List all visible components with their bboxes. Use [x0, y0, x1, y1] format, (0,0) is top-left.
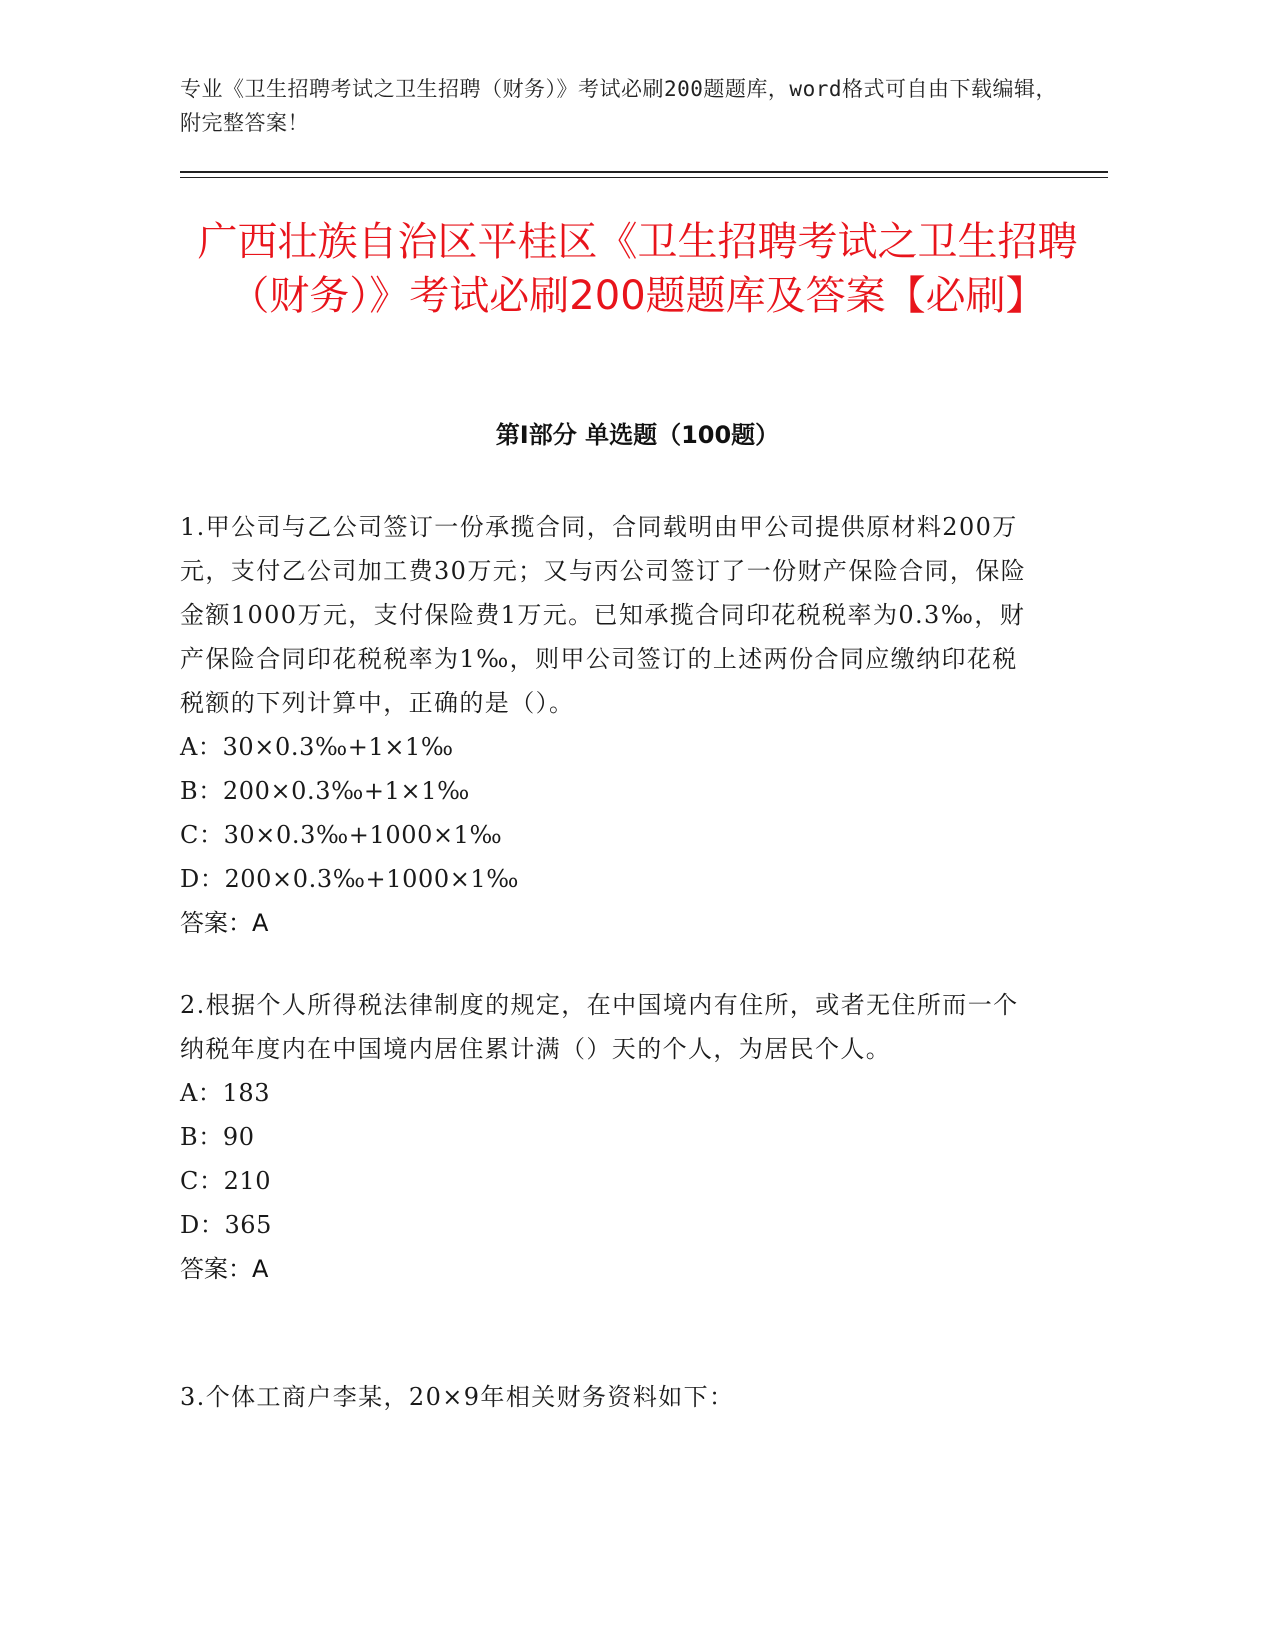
- option-a: A：30×0.3‰+1×1‰: [180, 733, 454, 761]
- question-2: [180, 983, 1040, 1291]
- option-c: C：210: [180, 1167, 272, 1195]
- option-b: B：90: [180, 1123, 255, 1151]
- answer: 答案：A: [180, 1255, 269, 1283]
- option-d: D：200×0.3‰+1000×1‰: [180, 865, 520, 893]
- question-1: [180, 505, 1040, 945]
- option-c: C：30×0.3‰+1000×1‰: [180, 821, 503, 849]
- header-divider-thin: [180, 177, 1108, 178]
- header-divider: [180, 171, 1108, 173]
- option-a: A：183: [180, 1079, 271, 1107]
- document-title: 广西壮族自治区平桂区《卫生招聘考试之卫生招聘（财务）》考试必刷200题题库及答案【必刷】: [197, 219, 1078, 319]
- answer: 答案：A: [180, 909, 269, 937]
- question-3: [180, 1375, 1040, 1419]
- question-stem: 2.根据个人所得税法律制度的规定，在中国境内有住所，或者无住所而一个纳税年度内在中国境内居住累计满（）天的个人，为居民个人。: [180, 991, 1019, 1063]
- option-d: D：365: [180, 1211, 273, 1239]
- question-stem: 1.甲公司与乙公司签订一份承揽合同，合同载明由甲公司提供原材料200万元，支付乙公司加工费30万元；又与丙公司签订了一份财产保险合同，保险金额1000万元，支付保险费1万元。已知承揽合同印花税税率为0.3‰，财产保险合同印花税税率为1‰，则甲公司签订的上述两份合同应缴纳印花税税额的下列计算中，正确的是（）。: [180, 513, 1027, 717]
- header-note: 专业《卫生招聘考试之卫生招聘（财务）》考试必刷200题题库，word格式可自由下载编辑，附完整答案！: [180, 77, 1057, 135]
- option-b: B：200×0.3‰+1×1‰: [180, 777, 470, 805]
- question-stem: 3.个体工商户李某，20×9年相关财务资料如下：: [180, 1383, 735, 1411]
- section-heading: 第Ⅰ部分 单选题（100题）: [495, 421, 780, 449]
